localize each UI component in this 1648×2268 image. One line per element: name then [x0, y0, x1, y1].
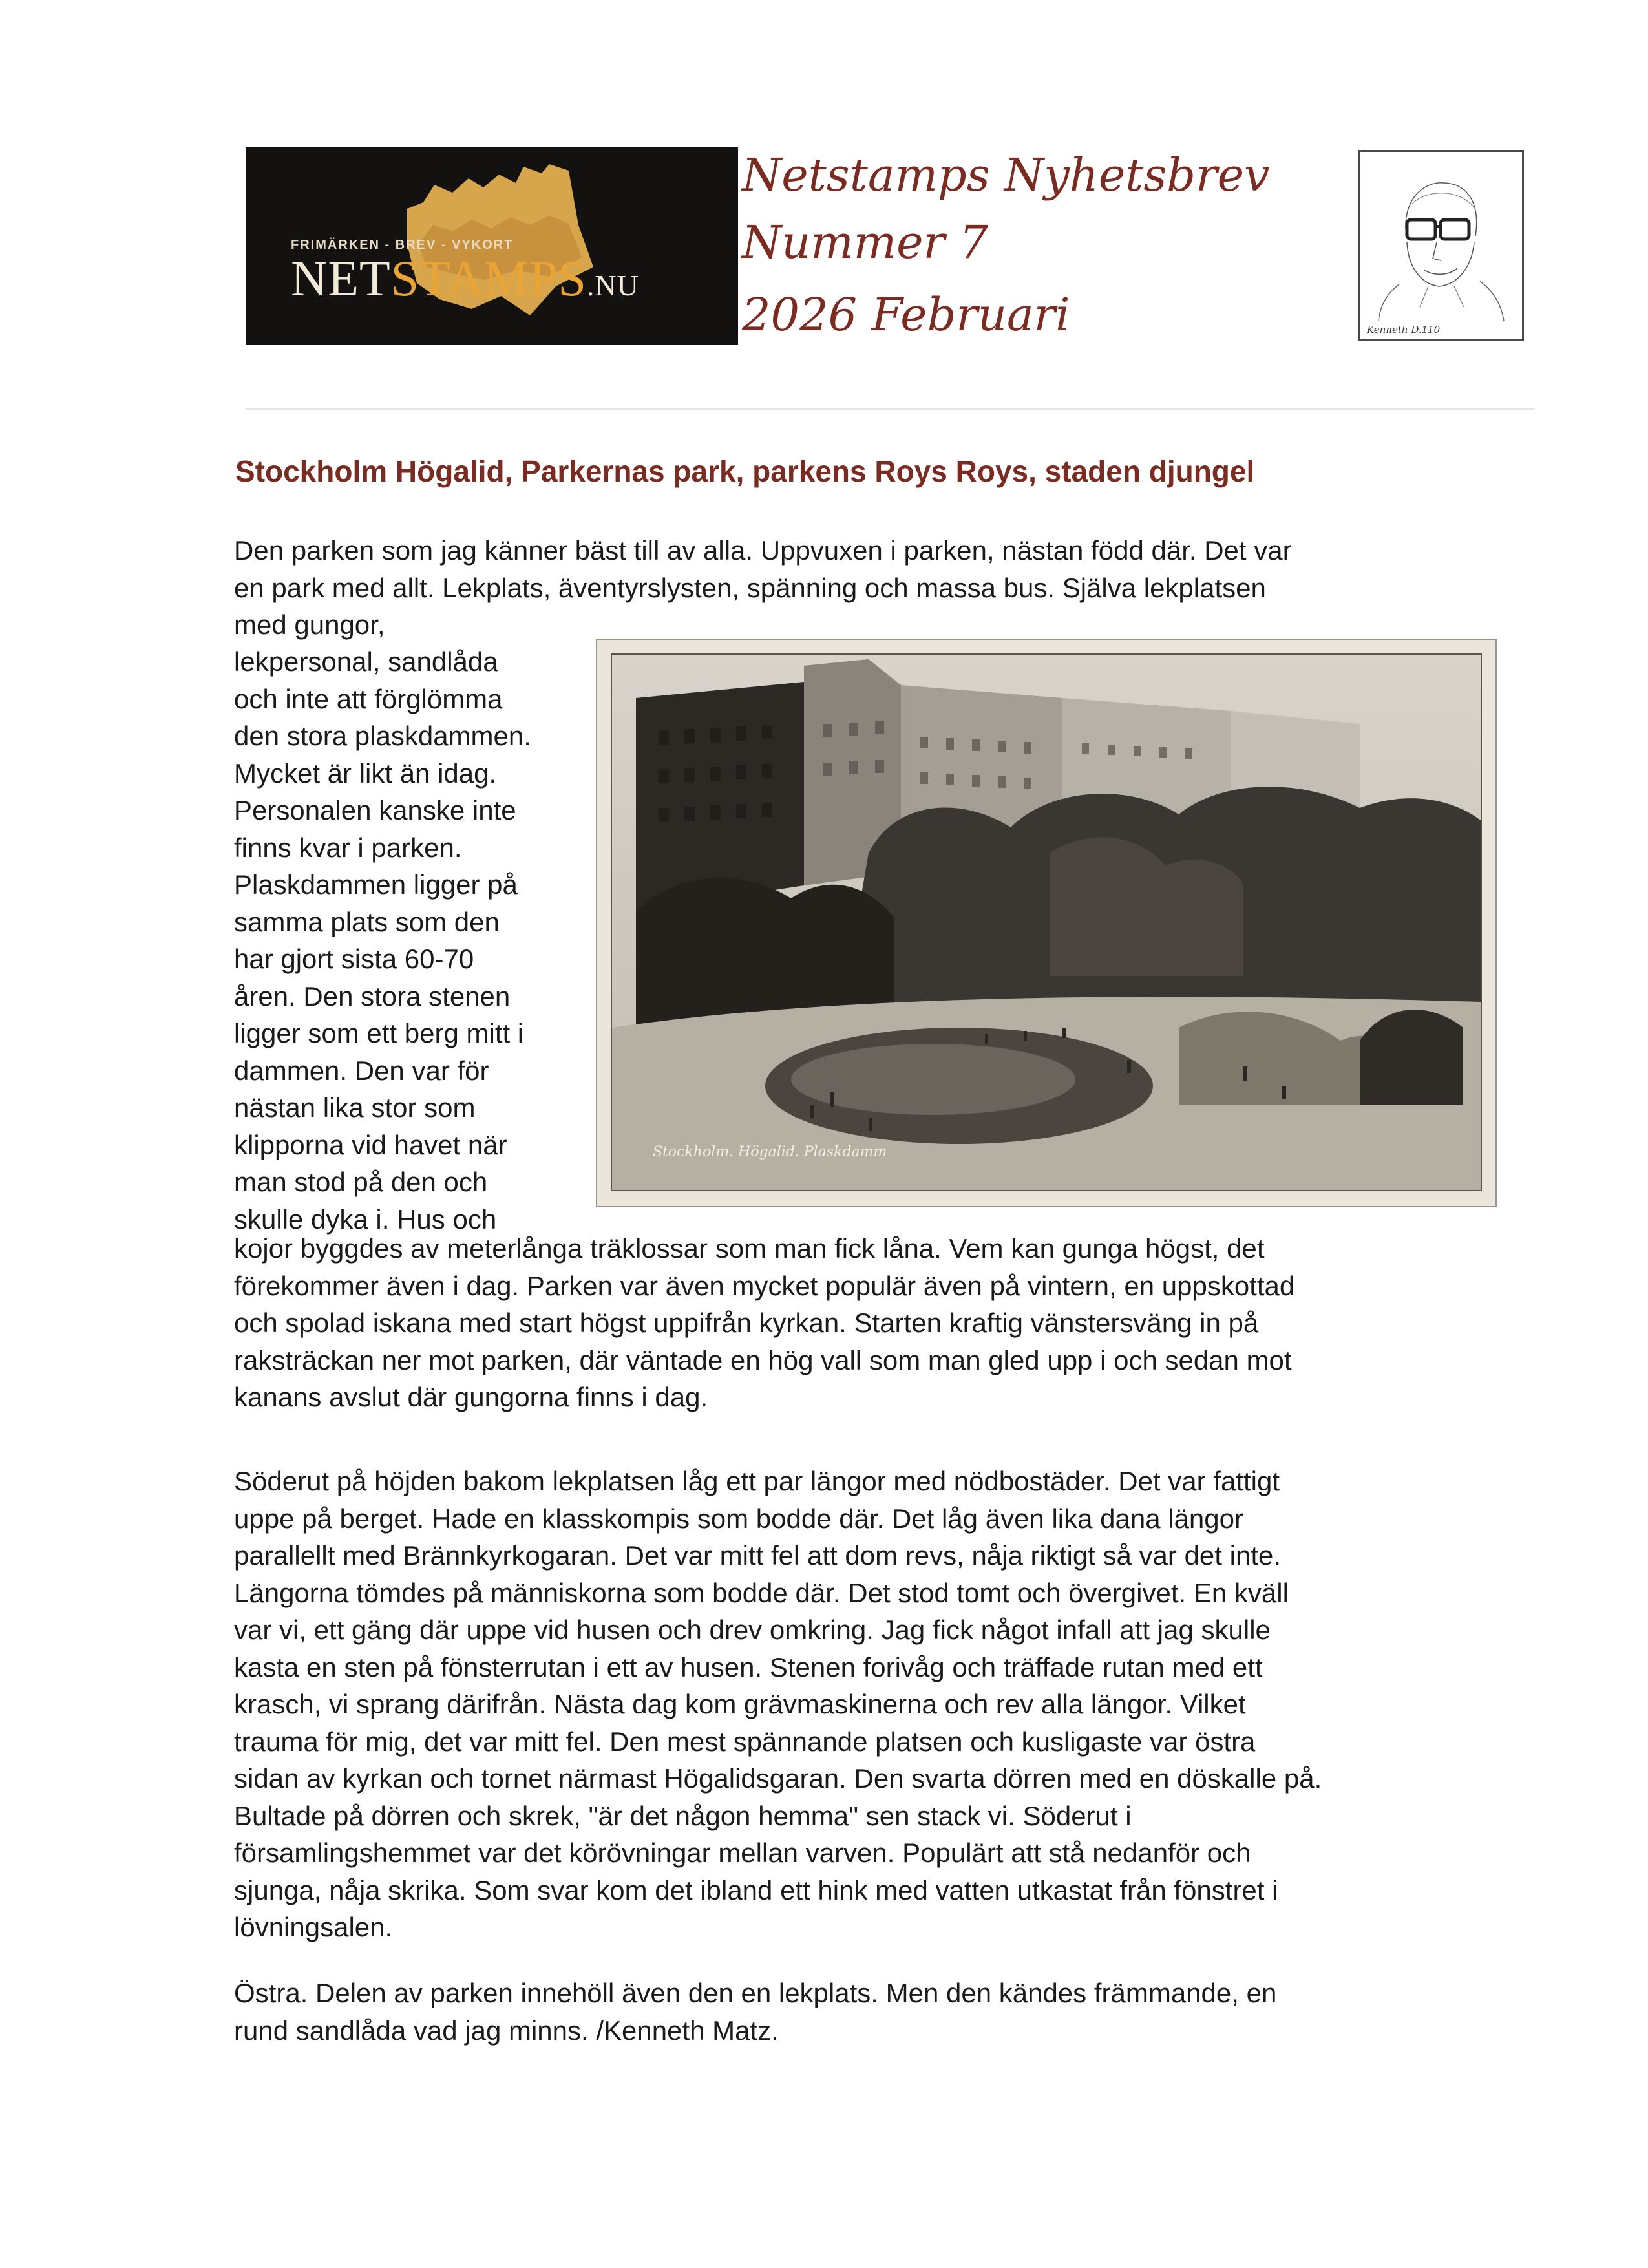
masthead-title: Netstamps Nyhetsbrev: [742, 149, 1270, 202]
side-line: dammen. Den var för: [234, 1055, 489, 1086]
side-line: den stora plaskdammen.: [234, 721, 531, 751]
side-line: nästan lika stor som: [234, 1092, 476, 1123]
para3-line: Östra. Delen av parken innehöll även den en lekplats. Men den kändes främmande, en: [234, 1978, 1277, 2008]
park-photo: [596, 639, 1497, 1207]
para2-line: trauma för mig, det var mitt fel. Den mest spännande platsen och kusligaste var östra: [234, 1726, 1256, 1757]
photo-caption: Stockholm. Högalid. Plaskdamm: [653, 1144, 887, 1160]
article-side-column: [234, 643, 583, 1238]
side-line: Mycket är likt än idag.: [234, 758, 497, 789]
netstamps-logo: [246, 147, 738, 345]
side-line: åren. Den stora stenen: [234, 980, 511, 1012]
side-line: finns kvar i parken.: [234, 832, 462, 863]
intro-line: med gungor,: [234, 609, 385, 640]
side-line: Plaskdammen ligger på: [234, 869, 518, 900]
park-photo-image: [597, 640, 1495, 1206]
para2-line: parallellt med Brännkyrkogaran. Det var mitt fel att dom revs, nåja riktigt så var det inte.: [234, 1540, 1282, 1571]
logo-brand: [291, 251, 639, 306]
masthead-issue: Nummer 7: [742, 216, 988, 269]
portrait-sketch: [1360, 152, 1522, 339]
side-line: skulle dyka i. Hus och: [234, 1203, 497, 1235]
logo-tagline: FRIMÄRKEN - BREV - VYKORT: [291, 238, 514, 252]
para2-line: var vi, ett gäng där uppe vid husen och drev omkring. Jag fick något infall att jag skulle: [234, 1615, 1271, 1645]
intro-line: Den parken som jag känner bäst till av alla. Uppvuxen i parken, nästan född där. Det var: [234, 535, 1292, 566]
continue-line: raksträckan ner mot parken, där väntade en hög vall som man gled upp i och sedan mot: [234, 1344, 1292, 1375]
intro-line: en park med allt. Lekplats, äventyrslysten, spänning och massa bus. Själva lekplatsen: [234, 572, 1266, 603]
para2-line: kasta en sten på fönsterrutan i ett av husen. Stenen forivåg och träffade rutan med ett: [234, 1651, 1263, 1682]
masthead-date: 2026 Februari: [742, 288, 1070, 341]
side-line: ligger som ett berg mitt i: [234, 1018, 524, 1048]
para2-line: sidan av kyrkan och tornet närmast Högalidsgaran. Den svarta dörren med en döskalle på.: [234, 1763, 1322, 1794]
para2-line: uppe på berget. Hade en klasskompis som bodde där. Det låg även lika dana längor: [234, 1503, 1243, 1534]
para3-line: rund sandlåda vad jag minns. /Kenneth Matz.: [234, 2015, 779, 2046]
side-line: samma plats som den: [234, 906, 500, 937]
header-divider: [246, 408, 1535, 410]
article-paragraph-2: [234, 1463, 1494, 1946]
para2-line: Söderut på höjden bakom lekplatsen låg ett par längor med nödbostäder. Det var fattigt: [234, 1466, 1280, 1496]
article-paragraph-3: [234, 1975, 1494, 2049]
logo-brand-net: NET: [291, 250, 391, 306]
side-line: och inte att förglömma: [234, 683, 503, 714]
side-line: man stod på den och: [234, 1167, 488, 1197]
side-line: har gjort sista 60-70: [234, 944, 474, 974]
continue-line: och spolad iskana med start högst uppifrån kyrkan. Starten kraftig vänstersväng in på: [234, 1308, 1259, 1338]
article-continuation: [234, 1230, 1494, 1416]
logo-brand-nu: .NU: [586, 269, 639, 302]
para2-line: församlingshemmet var det körövningar mellan varven. Populärt att stå nedanför och: [234, 1838, 1251, 1868]
author-portrait: [1358, 150, 1524, 341]
side-line: klipporna vid havet när: [234, 1129, 507, 1160]
article-headline: Stockholm Högalid, Parkernas park, parkens Roys Roys, staden djungel: [235, 454, 1255, 488]
para2-line: krasch, vi sprang därifrån. Nästa dag kom grävmaskinerna och rev alla längor. Vilket: [234, 1689, 1246, 1719]
side-line: lekpersonal, sandlåda: [234, 646, 498, 677]
para2-line: sjunga, nåja skrika. Som svar kom det ibland ett hink med vatten utkastat från fönstret i: [234, 1874, 1278, 1905]
portrait-signature: Kenneth D.110: [1367, 324, 1441, 335]
logo-brand-stamps: STAMPS: [390, 250, 587, 306]
para2-line: Bultade på dörren och skrek, "är det någon hemma" sen stack vi. Söderut i: [234, 1800, 1132, 1831]
para2-line: Längorna tömdes på människorna som bodde där. Det stod tomt och övergivet. En kväll: [234, 1577, 1289, 1608]
continue-line: förekommer även i dag. Parken var även mycket populär även på vintern, en uppskottad: [234, 1270, 1295, 1301]
continue-line: kojor byggdes av meterlånga träklossar som man fick låna. Vem kan gunga högst, det: [234, 1233, 1265, 1264]
side-line: Personalen kanske inte: [234, 795, 516, 825]
continue-line: kanans avslut där gungorna finns i dag.: [234, 1382, 708, 1412]
para2-line: lövningsalen.: [234, 1912, 393, 1942]
article-intro: [234, 532, 1494, 644]
